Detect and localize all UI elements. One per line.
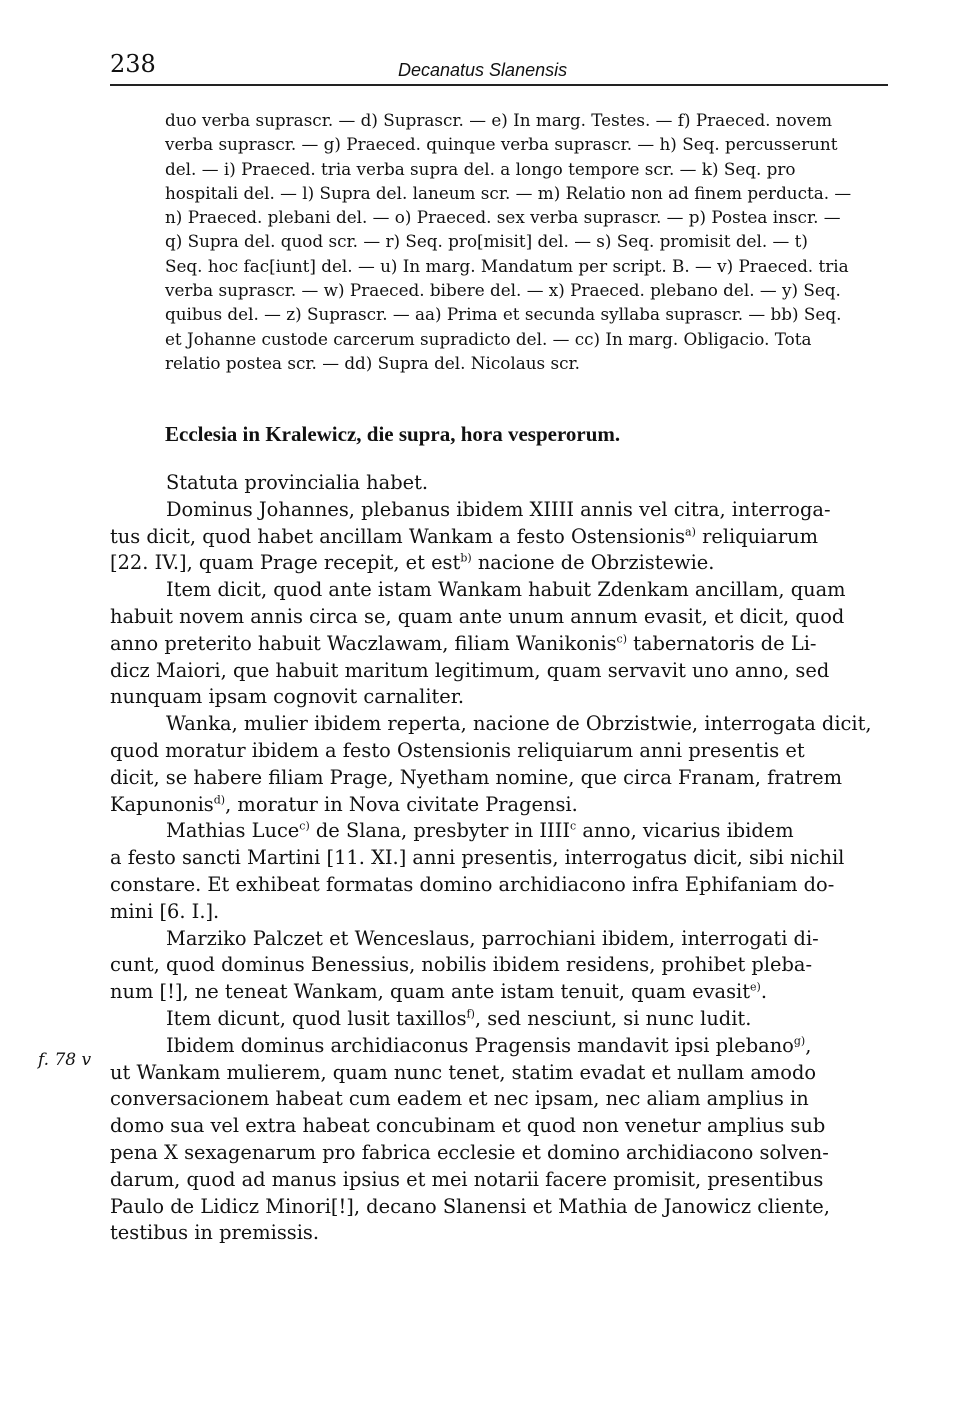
apparatus-line: duo verba suprascr. — d) Suprascr. — e) In marg. Testes. — f) Praeced. novem <box>165 110 833 130</box>
footnote-marker: a) <box>685 525 696 539</box>
body-line: Kapunonis$^{d)}$, moratur in Nova civitate Pragensi. <box>110 792 578 816</box>
body-line: Mathias Luce$^{c)}$ de Slana, presbyter in IIII$^c$ anno, vicarius ibidem <box>166 819 794 843</box>
body-line: num [!], ne teneat Wankam, quam ante istam tenuit, quam evasit$^{e)}$. <box>110 980 768 1004</box>
footnote-marker: c) <box>299 819 310 833</box>
body-line: cunt, quod dominus Benessius, nobilis ibidem residens, prohibet pleba- <box>110 953 813 977</box>
header-rule <box>110 84 888 86</box>
body-line: Dominus Johannes, plebanus ibidem XIIII annis vel citra, interroga- <box>166 497 831 521</box>
apparatus-line: hospitali del. — l) Supra del. laneum scr. — m) Relatio non ad finem perducta. — <box>165 182 852 203</box>
body-line: domo sua vel extra habeat concubinam et quod non venetur amplius sub <box>110 1114 826 1138</box>
body-line: a festo sancti Martini [11. XI.] anni presentis, interrogatus dicit, sibi nichil <box>110 846 845 870</box>
footnote-marker: c) <box>616 632 627 646</box>
critical-apparatus <box>165 108 885 375</box>
section-title: Ecclesia in Kralewicz, die supra, hora vesperorum. <box>165 422 621 446</box>
page-header <box>110 50 888 86</box>
apparatus-line: et Johanne custode carcerum supradicto del. — cc) In marg. Obligacio. Tota <box>165 328 812 349</box>
body-line: Paulo de Lidicz Minori[!], decano Slanensi et Mathia de Janowicz cliente, <box>110 1194 830 1218</box>
apparatus-line: Seq. hoc fac[iunt] del. — u) In marg. Mandatum per script. B. — v) Praeced. tria <box>165 255 849 276</box>
body-line: constare. Et exhibeat formatas domino archidiacono infra Ephifaniam do- <box>110 872 835 896</box>
body-line: dicz Maiori, que habuit maritum legitimum, quam servavit uno anno, sed <box>110 658 830 682</box>
footnote-marker: e) <box>750 980 761 994</box>
body-line: darum, quod ad manus ipsius et mei notarii facere promisit, presentibus <box>110 1167 824 1191</box>
apparatus-line: verba suprascr. — w) Praeced. bibere del. — x) Praeced. plebano del. — y) Seq. <box>165 280 841 301</box>
apparatus-line: verba suprascr. — g) Praeced. quinque verba suprascr. — h) Seq. percusserunt <box>165 134 838 155</box>
body-line: Item dicit, quod ante istam Wankam habuit Zdenkam ancillam, quam <box>166 578 846 602</box>
running-head: Decanatus Slanensis <box>398 60 568 80</box>
body-line: Marziko Palczet et Wenceslaus, parrochiani ibidem, interrogati di- <box>166 926 819 950</box>
body-line: mini [6. I.]. <box>110 899 220 923</box>
body-line: [22. IV.], quam Prage recepit, et est$^{b)}$ nacione de Obrzistewie. <box>110 551 715 575</box>
body-line: Item dicunt, quod lusit taxillos$^{f)}$, sed nesciunt, si nunc ludit. <box>166 1006 752 1030</box>
folio-margin-reference: f. 78 v <box>38 1050 92 1070</box>
body-line: nunquam ipsam cognovit carnaliter. <box>110 685 465 709</box>
body-line: quod moratur ibidem a festo Ostensionis reliquiarum anni presentis et <box>110 738 805 762</box>
apparatus-line: relatio postea scr. — dd) Supra del. Nicolaus scr. <box>165 352 580 373</box>
body-line: habuit novem annis circa se, quam ante unum annum evasit, et dicit, quod <box>110 604 845 628</box>
body-line: Statuta provincialia habet. <box>166 471 429 494</box>
body-line: Ibidem dominus archidiaconus Pragensis mandavit ipsi plebano$^{g)}$, <box>166 1033 812 1057</box>
footnote-marker: d) <box>213 793 226 807</box>
body-line: pena X sexagenarum pro fabrica ecclesie et domino archidiacono solven- <box>110 1140 829 1164</box>
body-line: anno preterito habuit Waczlawam, filiam Wanikonis$^{c)}$ tabernatoris de Li- <box>110 631 817 655</box>
footnote-marker: f) <box>466 1007 475 1021</box>
body-line: tus dicit, quod habet ancillam Wankam a festo Ostensionis$^{a)}$ reliquiarum <box>110 524 819 548</box>
apparatus-line: quibus del. — z) Suprascr. — aa) Prima et secunda syllaba suprascr. — bb) Seq. <box>165 304 842 325</box>
footnote-marker: g) <box>793 1034 806 1048</box>
apparatus-line: q) Supra del. quod scr. — r) Seq. pro[misit] del. — s) Seq. promisit del. — t) <box>165 231 808 252</box>
footnote-marker: b) <box>460 551 472 565</box>
body-line: conversacionem habeat cum eadem et nec ipsam, nec aliam amplius in <box>110 1087 809 1111</box>
footnote-marker: c <box>570 819 577 833</box>
body-line: dicit, se habere filiam Prage, Nyetham nomine, que circa Franam, fratrem <box>110 765 843 789</box>
apparatus-line: n) Praeced. plebani del. — o) Praeced. sex verba suprascr. — p) Postea inscr. — <box>165 207 841 228</box>
body-line: Wanka, mulier ibidem reperta, nacione de Obrzistwie, interrogata dicit, <box>166 712 872 736</box>
apparatus-line: del. — i) Praeced. tria verba supra del. a longo tempore scr. — k) Seq. pro <box>165 158 796 179</box>
body-line: testibus in premissis. <box>110 1221 320 1245</box>
main-text <box>110 470 880 1247</box>
page-number: 238 <box>110 50 156 78</box>
body-line: ut Wankam mulierem, quam nunc tenet, statim evadat et nullam amodo <box>110 1060 817 1084</box>
